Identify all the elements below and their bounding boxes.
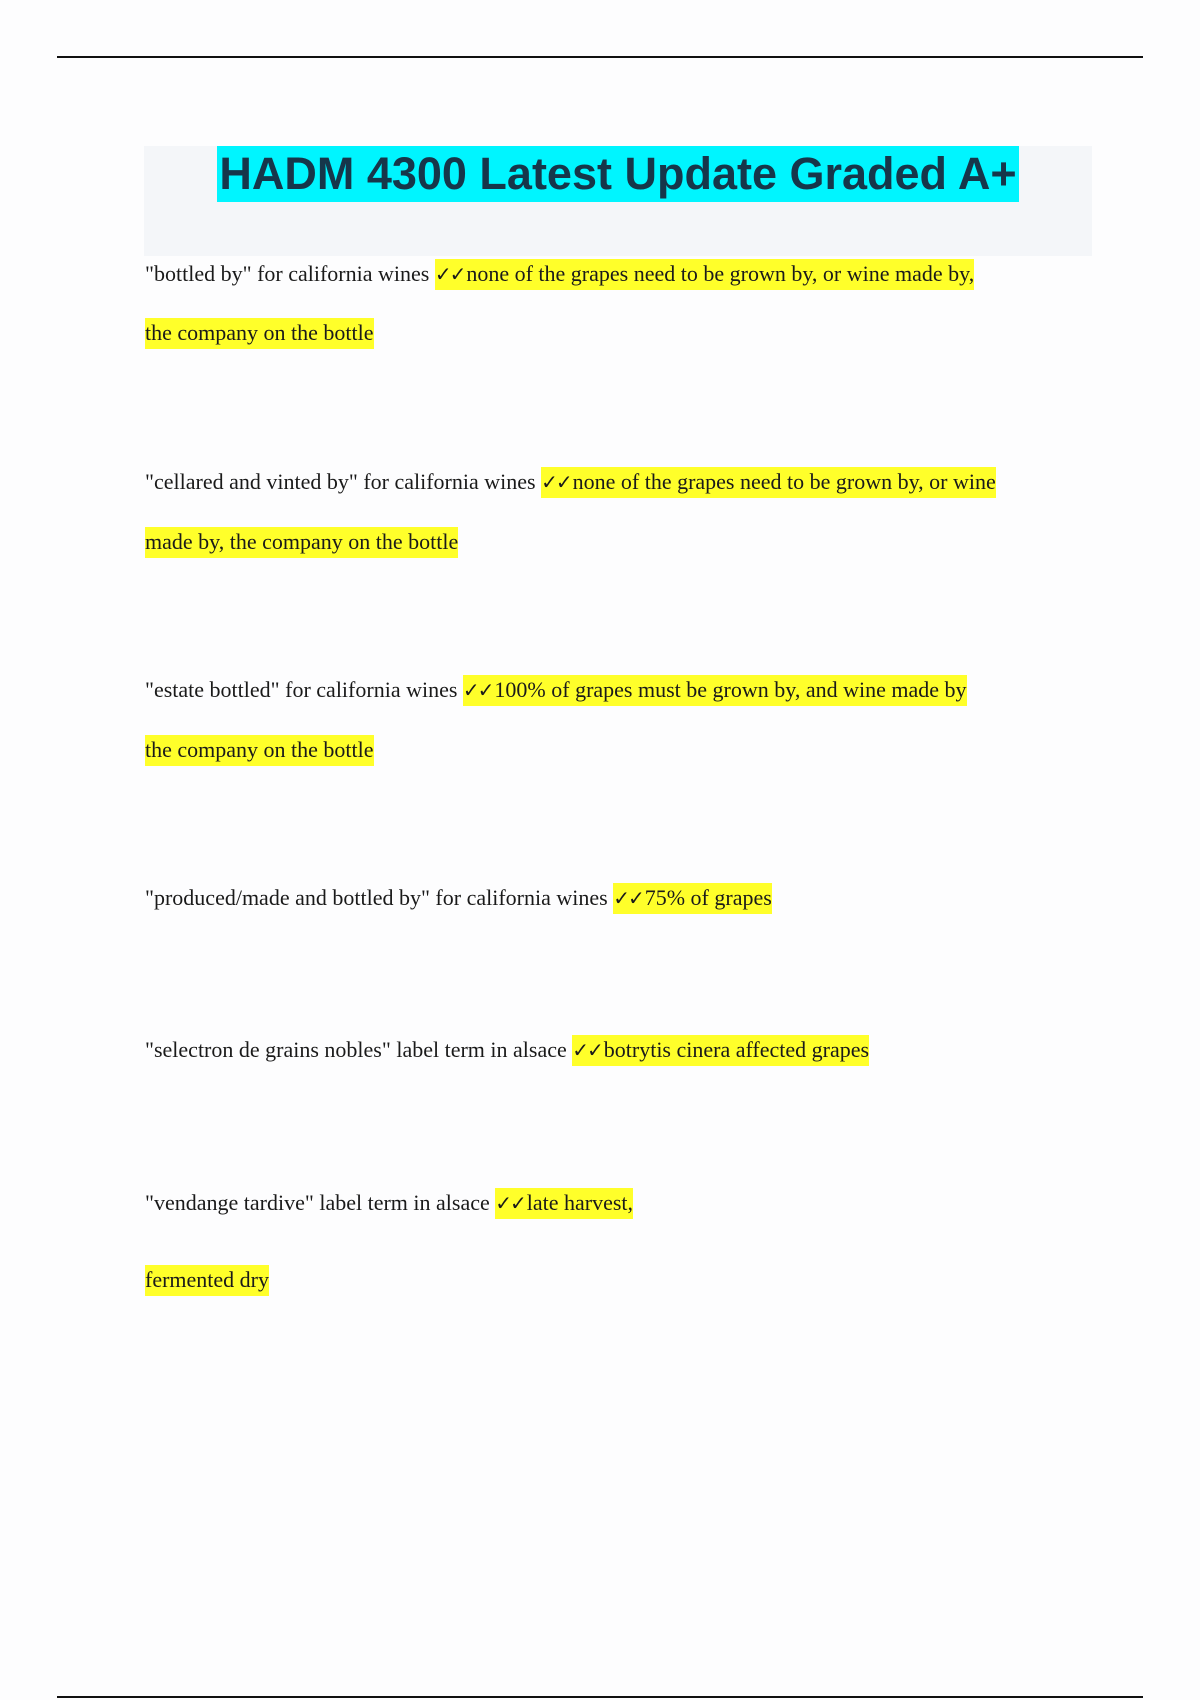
answer-text: none of the grapes need to be grown by, or wine xyxy=(572,469,996,494)
answer-text-continued: made by, the company on the bottle xyxy=(145,527,458,558)
double-check-icon: ✓✓ xyxy=(434,262,465,286)
header-rule xyxy=(57,56,1143,58)
qa-entry-3-line-2 xyxy=(145,739,967,761)
answer-text: late harvest, xyxy=(526,1190,634,1215)
answer-highlight xyxy=(613,883,772,914)
page-title: HADM 4300 Latest Update Graded A+ xyxy=(217,146,1018,202)
qa-entry-5 xyxy=(145,1039,869,1061)
answer-text: none of the grapes need to be grown by, or wine made by, xyxy=(466,261,975,286)
answer-highlight xyxy=(541,467,996,498)
answer-text-continued: fermented dry xyxy=(145,1265,269,1296)
double-check-icon: ✓✓ xyxy=(572,1038,602,1062)
qa-entry-4-line-1 xyxy=(145,887,772,909)
title-banner xyxy=(144,146,1092,256)
question-text: "selectron de grains nobles" label term in alsace xyxy=(145,1037,567,1062)
double-check-icon: ✓✓ xyxy=(462,678,493,702)
qa-entry-2-line-2 xyxy=(145,531,996,553)
qa-entry-3-line-1 xyxy=(145,679,967,701)
double-check-icon: ✓✓ xyxy=(541,470,571,494)
answer-highlight xyxy=(435,259,974,290)
qa-entry-1-line-1 xyxy=(145,263,974,285)
qa-entry-6-line-2 xyxy=(145,1269,633,1291)
question-text: "vendange tardive" label term in alsace xyxy=(145,1190,490,1215)
answer-highlight xyxy=(495,1188,633,1219)
answer-highlight xyxy=(463,675,967,706)
qa-entry-2-line-1 xyxy=(145,471,996,493)
answer-highlight xyxy=(572,1035,869,1066)
answer-text: 100% of grapes must be grown by, and wine made by xyxy=(494,677,967,702)
qa-entry-1-line-2 xyxy=(145,322,974,344)
question-text: "produced/made and bottled by" for california wines xyxy=(145,885,608,910)
answer-text: 75% of grapes xyxy=(644,885,772,910)
answer-text-continued: the company on the bottle xyxy=(145,735,374,766)
qa-entry-2 xyxy=(145,471,996,553)
qa-entry-5-line-1 xyxy=(145,1039,869,1061)
answer-text-continued: the company on the bottle xyxy=(145,318,374,349)
question-text: "cellared and vinted by" for california wines xyxy=(145,469,536,494)
double-check-icon: ✓✓ xyxy=(495,1191,525,1215)
question-text: "bottled by" for california wines xyxy=(145,261,430,286)
double-check-icon: ✓✓ xyxy=(613,886,643,910)
qa-entry-1 xyxy=(145,263,974,344)
qa-entry-4 xyxy=(145,887,772,909)
footer-rule xyxy=(57,1696,1143,1698)
answer-text: botrytis cinera affected grapes xyxy=(603,1037,870,1062)
question-text: "estate bottled" for california wines xyxy=(145,677,458,702)
qa-entry-6 xyxy=(145,1192,633,1291)
qa-entry-6-line-1 xyxy=(145,1192,633,1214)
qa-entry-3 xyxy=(145,679,967,761)
